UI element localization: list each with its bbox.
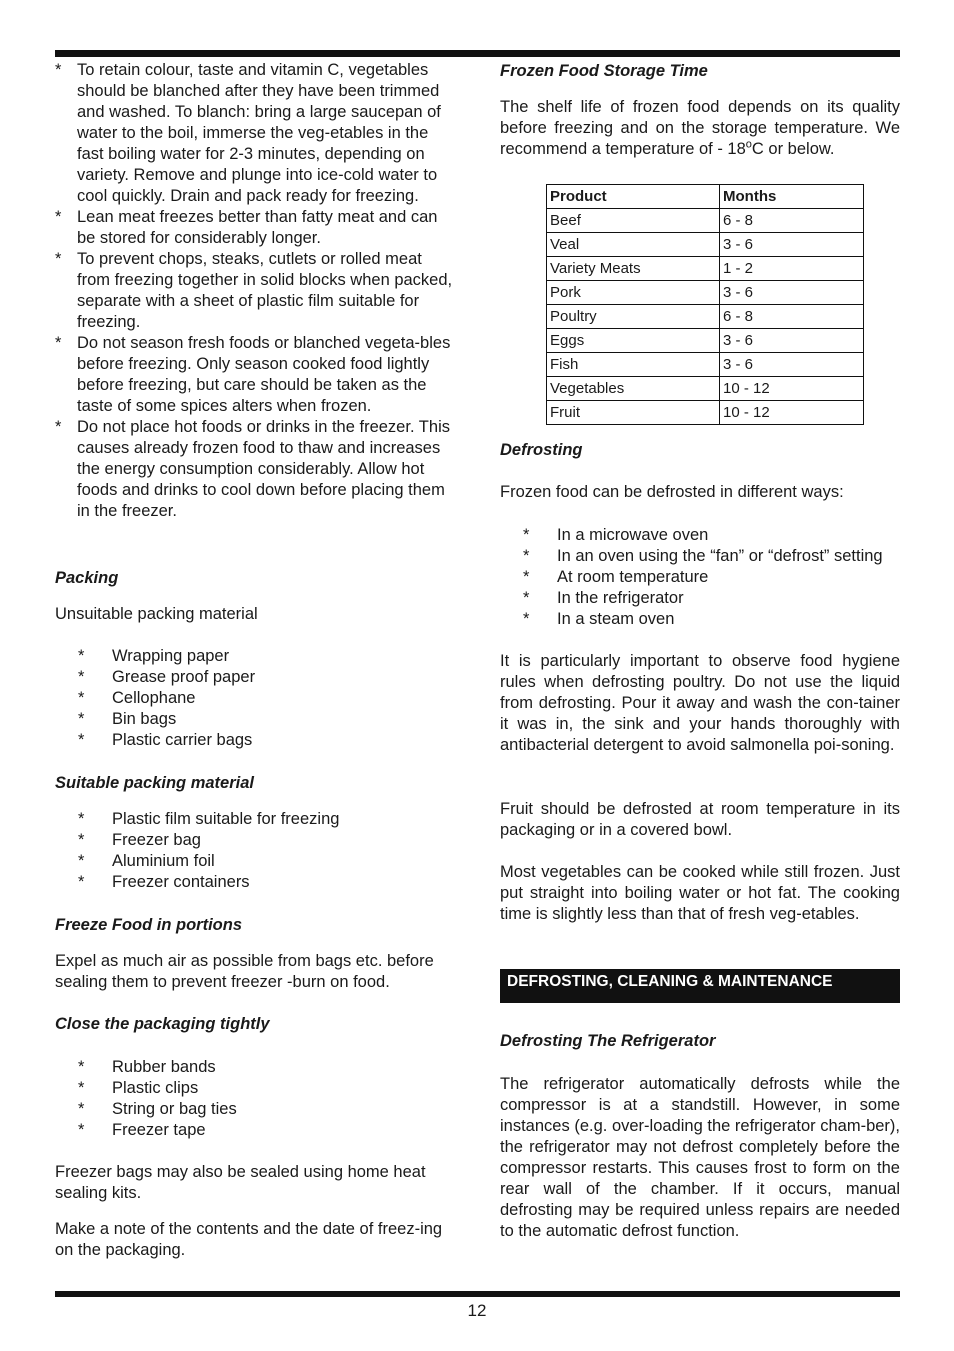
list-item: * Plastic carrier bags (78, 731, 253, 749)
table-row: Fish 3 - 6 (547, 353, 864, 377)
list-item: * Wrapping paper (78, 647, 230, 665)
list-item: * At room temperature (523, 568, 709, 586)
unsuitable-list (55, 646, 455, 751)
fruit-defrost-text: Fruit should be defrosted at room temperature in its packaging or in a covered bowl. (500, 800, 900, 839)
list-item: * Freezer containers (78, 873, 250, 891)
unsuitable-intro: Unsuitable packing material (55, 605, 258, 623)
list-item: * Plastic film suitable for freezing (78, 810, 340, 828)
list-item: * String or bag ties (78, 1100, 237, 1118)
packing-heading: Packing (55, 569, 119, 587)
storage-heading: Frozen Food Storage Time (500, 62, 708, 80)
list-item: * Rubber bands (78, 1058, 216, 1076)
table-header-row (547, 185, 864, 209)
list-item: * Freezer tape (78, 1121, 206, 1139)
list-item: * Freezer bag (78, 831, 201, 849)
list-item: * To retain colour, taste and vitamin C, vegetables should be blanched after they have been trimmed and washed. To blanch: bring a large saucepan of water to the boil, immerse the veg-etables in the fast boiling water for 2-3 minutes, depending on variety. Remove and plunge into ice-cold water to cool quickly. Drain and pack ready for freezing. (55, 61, 441, 205)
close-heading: Close the packaging tightly (55, 1015, 270, 1033)
list-item: * Cellophane (78, 689, 196, 707)
fridge-defrost-text: The refrigerator automatically defrosts while the compressor is at a standstill. However, in some instances (e.g. over-loading the refrigerator cham-ber), the refrigerator may not defrost completely before the compressor restarts. This causes frost to form on the rear wall of the chamber. If it occurs, manual defrosting may be required unless repairs are needed to the automatic defrost function. (500, 1075, 900, 1240)
section-banner: DEFROSTING, CLEANING & MAINTENANCE (500, 969, 900, 1003)
column-header-product: Product (547, 185, 720, 209)
list-item: * Grease proof paper (78, 668, 256, 686)
bullet-star: * (55, 418, 62, 436)
defrosting-heading: Defrosting (500, 441, 583, 459)
list-item: * Plastic clips (78, 1079, 199, 1097)
list-item: * Aluminium foil (78, 852, 215, 870)
defrosting-ways-list (500, 525, 900, 630)
close-list (55, 1057, 455, 1141)
list-item: * In the refrigerator (523, 589, 684, 607)
table-row: Fruit 10 - 12 (547, 401, 864, 425)
suitable-heading: Suitable packing material (55, 774, 254, 792)
bullet-star: * (55, 208, 62, 226)
bottom-rule (55, 1291, 900, 1297)
heat-sealing-text: Freezer bags may also be sealed using home heat sealing kits. (55, 1163, 426, 1202)
list-item: * Lean meat freezes better than fatty meat and can be stored for considerably longer. (55, 208, 438, 247)
list-item: * In a microwave oven (523, 526, 709, 544)
freezing-tips-list (55, 60, 455, 522)
list-item: * In a steam oven (523, 610, 675, 628)
list-item: * Bin bags (78, 710, 177, 728)
table-row: Variety Meats 1 - 2 (547, 257, 864, 281)
storage-time-table (546, 184, 864, 425)
page-number: 12 (467, 1301, 487, 1320)
table-row: Poultry 6 - 8 (547, 305, 864, 329)
top-rule (55, 50, 900, 57)
table-row: Veal 3 - 6 (547, 233, 864, 257)
suitable-list (55, 809, 455, 893)
list-item: * Do not season fresh foods or blanched vegeta-bles before freezing. Only season cooked food lightly before freezing, but care should be taken as the taste of some spices alters when frozen. (55, 334, 451, 415)
list-item: * To prevent chops, steaks, cutlets or rolled meat from freezing together in solid blocks when packed, separate with a sheet of plastic film suitable for freezing. (55, 250, 453, 331)
poultry-hygiene-text: It is particularly important to observe food hygiene rules when defrosting poultry. Do not use the liquid from defrosting. Pour it away and wash the con-tainer it was in, the sink and your hands thoroughly with antibacterial detergent to avoid salmonella poi-soning. (500, 652, 900, 754)
table-row: Eggs 3 - 6 (547, 329, 864, 353)
table-row: Beef 6 - 8 (547, 209, 864, 233)
bullet-star: * (55, 334, 62, 352)
list-item: * In an oven using the “fan” or “defrost” setting (523, 547, 883, 565)
portions-text: Expel as much air as possible from bags etc. before sealing them to prevent freezer -burn on food. (55, 952, 434, 991)
column-header-months: Months (720, 185, 864, 209)
bullet-star: * (55, 61, 62, 79)
defrosting-intro: Frozen food can be defrosted in different ways: (500, 483, 844, 501)
list-item: * Do not place hot foods or drinks in the freezer. This causes already frozen food to thaw and increases the energy consumption considerably. Allow hot foods and drinks to cool down before placing them in the freezer. (55, 418, 450, 520)
table-row: Vegetables 10 - 12 (547, 377, 864, 401)
note-contents-text: Make a note of the contents and the date of freez-ing on the packaging. (55, 1220, 443, 1259)
vegetables-text: Most vegetables can be cooked while still frozen. Just put straight into boiling water or hot fat. The cooking time is slightly less than that of fresh veg-etables. (500, 863, 900, 923)
fridge-defrost-heading: Defrosting The Refrigerator (500, 1032, 716, 1050)
table-row: Pork 3 - 6 (547, 281, 864, 305)
portions-heading: Freeze Food in portions (55, 916, 243, 934)
storage-text: The shelf life of frozen food depends on its quality before freezing and on the storage temperature. We recommend a temperature of - 18$^o$C or below. (500, 98, 900, 158)
bullet-star: * (55, 250, 62, 268)
